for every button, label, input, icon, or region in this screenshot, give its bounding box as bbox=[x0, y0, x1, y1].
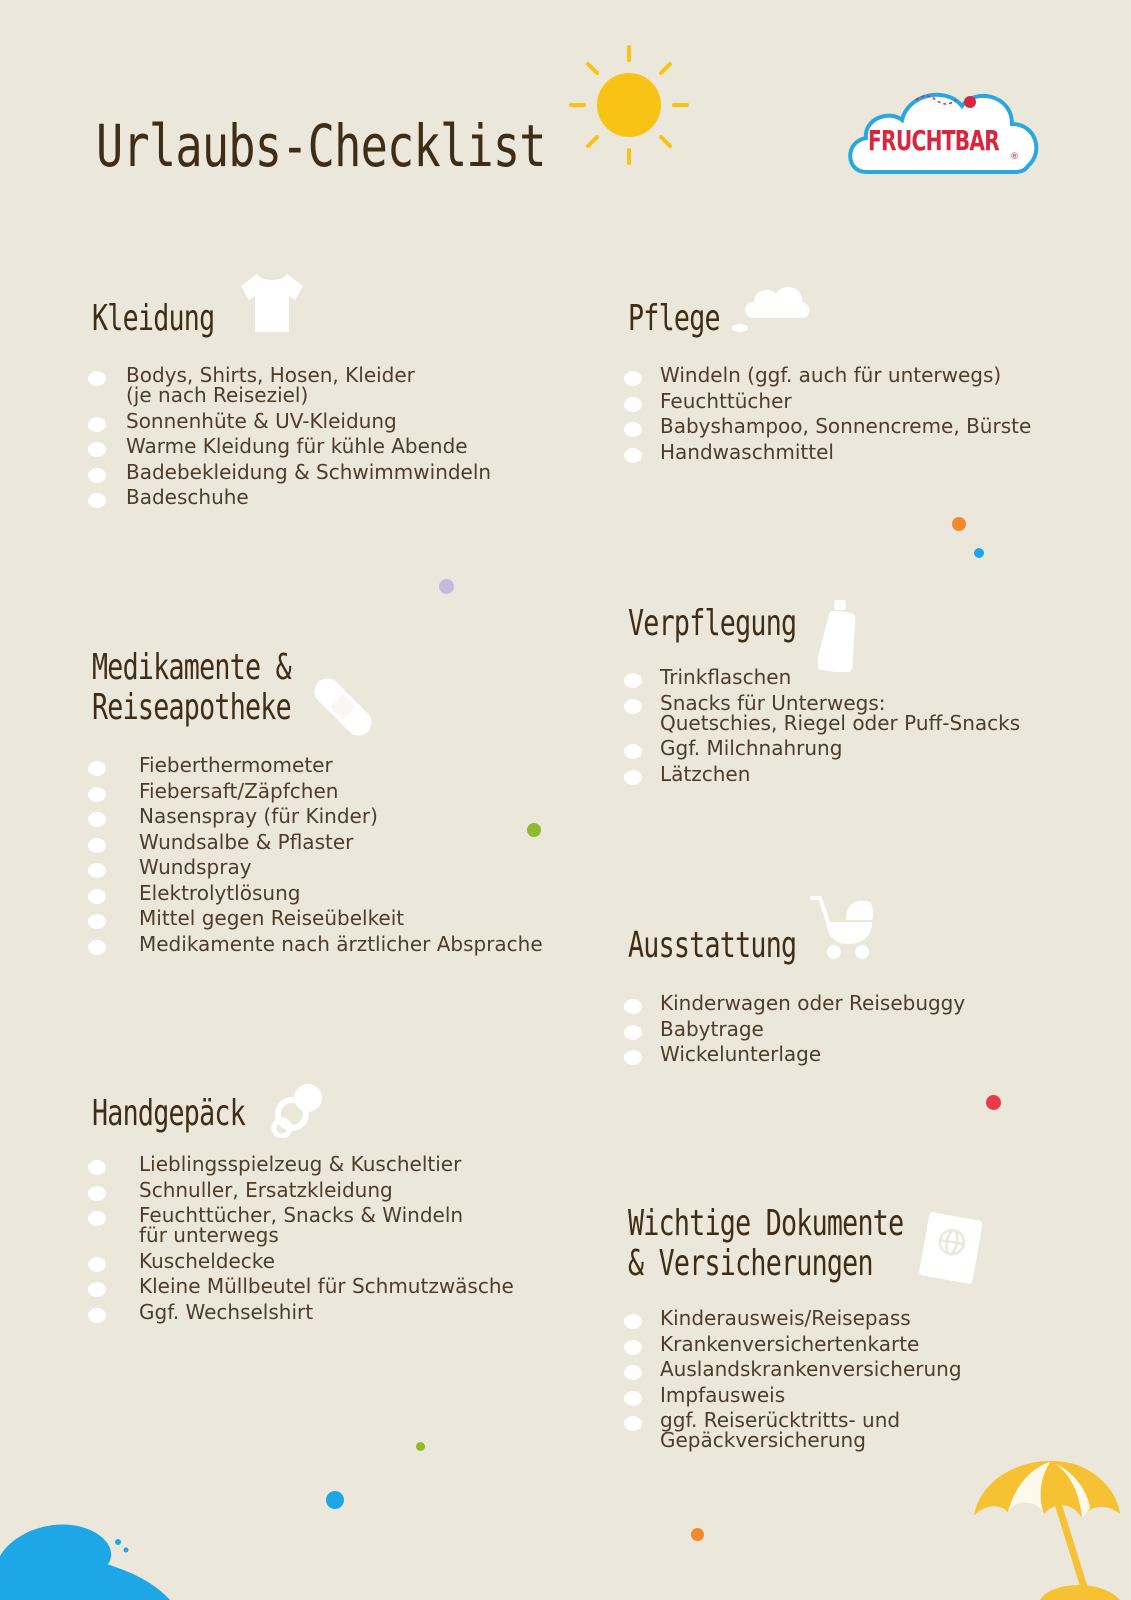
list-item[interactable]: Ggf. Milchnahrung bbox=[628, 738, 1020, 764]
checkbox-bullet[interactable] bbox=[624, 1050, 642, 1065]
checkbox-bullet[interactable] bbox=[624, 673, 642, 688]
section-title: Verpflegung bbox=[628, 603, 797, 644]
pacifier-icon bbox=[270, 1080, 328, 1138]
checkbox-bullet[interactable] bbox=[88, 940, 106, 955]
section-kleidung bbox=[92, 296, 532, 516]
list-item[interactable]: Fiebersaft/Zäpfchen bbox=[88, 781, 543, 807]
list-item[interactable]: Feuchttücher bbox=[628, 391, 1031, 417]
list-item[interactable]: Badebekleidung & Schwimmwindeln bbox=[88, 462, 491, 488]
list-item[interactable]: Elektrolytlösung bbox=[88, 883, 543, 909]
checklist-kleidung bbox=[88, 365, 491, 513]
page-title: Urlaubs-Checklist bbox=[96, 112, 546, 180]
list-item[interactable]: Warme Kleidung für kühle Abende bbox=[88, 436, 491, 462]
checkbox-bullet[interactable] bbox=[88, 493, 106, 508]
bandage-icon bbox=[310, 674, 376, 740]
checkbox-bullet[interactable] bbox=[624, 1340, 642, 1355]
section-title-line1: Wichtige Dokumente bbox=[628, 1203, 904, 1244]
section-title: Ausstattung bbox=[628, 925, 797, 966]
checkbox-bullet[interactable] bbox=[624, 770, 642, 785]
list-item[interactable]: Wundspray bbox=[88, 857, 543, 883]
checkbox-bullet[interactable] bbox=[624, 371, 642, 386]
list-item[interactable]: Schnuller, Ersatzkleidung bbox=[88, 1180, 514, 1206]
decor-dot-blue bbox=[974, 548, 984, 558]
checklist-verpflegung bbox=[628, 667, 1020, 789]
section-title: Kleidung bbox=[92, 298, 215, 339]
checkbox-bullet[interactable] bbox=[88, 812, 106, 827]
checkbox-bullet[interactable] bbox=[88, 442, 106, 457]
checkbox-bullet[interactable] bbox=[88, 468, 106, 483]
list-item[interactable]: Ggf. Wechselshirt bbox=[88, 1302, 514, 1328]
checkbox-bullet[interactable] bbox=[88, 1160, 106, 1175]
cloud-icon bbox=[732, 278, 814, 334]
section-title-line2: Reiseapotheke bbox=[92, 687, 291, 728]
section-title: Handgepäck bbox=[92, 1093, 245, 1134]
list-item[interactable]: Trinkflaschen bbox=[628, 667, 1020, 693]
list-item[interactable]: Badeschuhe bbox=[88, 487, 491, 513]
list-item[interactable]: Mittel gegen Reiseübelkeit bbox=[88, 908, 543, 934]
list-item[interactable]: Windeln (ggf. auch für unterwegs) bbox=[628, 365, 1031, 391]
list-item[interactable]: Kinderausweis/Reisepass bbox=[628, 1308, 962, 1334]
list-item[interactable]: Nasenspray (für Kinder) bbox=[88, 806, 543, 832]
checkbox-bullet[interactable] bbox=[88, 838, 106, 853]
list-item[interactable]: Sonnenhüte & UV-Kleidung bbox=[88, 411, 491, 437]
checklist-handgepaeck bbox=[88, 1154, 514, 1327]
list-item[interactable]: Snacks für Unterwegs: Quetschies, Riegel oder Puff-Snacks bbox=[628, 693, 1020, 739]
checkbox-bullet[interactable] bbox=[88, 1186, 106, 1201]
section-handgepaeck bbox=[92, 1094, 552, 1344]
passport-icon bbox=[918, 1210, 984, 1284]
section-verpflegung bbox=[628, 604, 1088, 804]
checkbox-bullet[interactable] bbox=[624, 397, 642, 412]
checkbox-bullet[interactable] bbox=[88, 1257, 106, 1272]
checklist-pflege bbox=[628, 365, 1031, 467]
checkbox-bullet[interactable] bbox=[88, 1308, 106, 1323]
decor-dot-lilac bbox=[439, 579, 454, 594]
checkbox-bullet[interactable] bbox=[624, 1025, 642, 1040]
checklist-dokumente bbox=[628, 1308, 962, 1456]
checkbox-bullet[interactable] bbox=[624, 422, 642, 437]
list-item[interactable]: Feuchttücher, Snacks & Windeln für unterwegs bbox=[88, 1205, 514, 1251]
checkbox-bullet[interactable] bbox=[88, 1282, 106, 1297]
list-item[interactable]: Lieblingsspielzeug & Kuscheltier bbox=[88, 1154, 514, 1180]
checkbox-bullet[interactable] bbox=[88, 863, 106, 878]
list-item[interactable]: Impfausweis bbox=[628, 1385, 962, 1411]
checkbox-bullet[interactable] bbox=[88, 787, 106, 802]
section-ausstattung bbox=[628, 926, 1088, 1076]
list-item[interactable]: Medikamente nach ärztlicher Absprache bbox=[88, 934, 543, 960]
checkbox-bullet[interactable] bbox=[88, 889, 106, 904]
list-item[interactable]: Kleine Müllbeutel für Schmutzwäsche bbox=[88, 1276, 514, 1302]
checkbox-bullet[interactable] bbox=[624, 744, 642, 759]
decor-dot-orange-small bbox=[691, 1528, 704, 1541]
section-pflege bbox=[628, 296, 1088, 476]
list-item[interactable]: Krankenversichertenkarte bbox=[628, 1334, 962, 1360]
list-item[interactable]: Babyshampoo, Sonnencreme, Bürste bbox=[628, 416, 1031, 442]
checkbox-bullet[interactable] bbox=[624, 1365, 642, 1380]
tshirt-icon bbox=[237, 270, 305, 336]
list-item[interactable]: Kuscheldecke bbox=[88, 1251, 514, 1277]
stroller-icon bbox=[810, 894, 876, 960]
logo-text: FRUCHTBAR bbox=[868, 124, 1000, 157]
section-title: Pflege bbox=[628, 298, 720, 339]
list-item[interactable]: Wickelunterlage bbox=[628, 1044, 965, 1070]
decor-dot-red bbox=[986, 1095, 1001, 1110]
checkbox-bullet[interactable] bbox=[624, 1391, 642, 1406]
section-title-line2: & Versicherungen bbox=[628, 1243, 873, 1284]
list-item[interactable]: Wundsalbe & Pflaster bbox=[88, 832, 543, 858]
list-item[interactable]: Auslandskrankenversicherung bbox=[628, 1359, 962, 1385]
wave-icon bbox=[0, 1516, 176, 1600]
checkbox-bullet[interactable] bbox=[88, 761, 106, 776]
checkbox-bullet[interactable] bbox=[624, 999, 642, 1014]
checklist-medikamente bbox=[88, 755, 543, 959]
section-medikamente bbox=[92, 648, 552, 968]
list-item[interactable]: Bodys, Shirts, Hosen, Kleider (je nach Reiseziel) bbox=[88, 365, 491, 411]
logo-registered-mark: ® bbox=[1010, 152, 1019, 162]
fruchtbar-logo bbox=[846, 80, 1042, 180]
list-item[interactable]: Babytrage bbox=[628, 1019, 965, 1045]
list-item[interactable]: ggf. Reiserücktritts- und Gepäckversicherung bbox=[628, 1410, 962, 1456]
section-title-line1: Medikamente & bbox=[92, 647, 291, 688]
list-item[interactable]: Fieberthermometer bbox=[88, 755, 543, 781]
checklist-ausstattung bbox=[628, 993, 965, 1070]
checkbox-bullet[interactable] bbox=[88, 371, 106, 386]
checkbox-bullet[interactable] bbox=[88, 914, 106, 929]
section-dokumente bbox=[628, 1204, 1088, 1464]
beach-umbrella-icon bbox=[970, 1458, 1131, 1600]
sun-icon bbox=[566, 42, 692, 168]
list-item[interactable]: Handwaschmittel bbox=[628, 442, 1031, 468]
bottle-icon bbox=[818, 600, 860, 672]
checkbox-bullet[interactable] bbox=[624, 699, 642, 714]
list-item[interactable]: Kinderwagen oder Reisebuggy bbox=[628, 993, 965, 1019]
decor-dot-orange bbox=[952, 517, 966, 531]
list-item[interactable]: Lätzchen bbox=[628, 764, 1020, 790]
decor-dot-blue-large bbox=[326, 1491, 344, 1509]
checkbox-bullet[interactable] bbox=[88, 417, 106, 432]
decor-dot-green-small bbox=[416, 1442, 425, 1451]
checkbox-bullet[interactable] bbox=[624, 1314, 642, 1329]
checkbox-bullet[interactable] bbox=[624, 1416, 642, 1431]
checkbox-bullet[interactable] bbox=[624, 448, 642, 463]
checkbox-bullet[interactable] bbox=[88, 1211, 106, 1226]
